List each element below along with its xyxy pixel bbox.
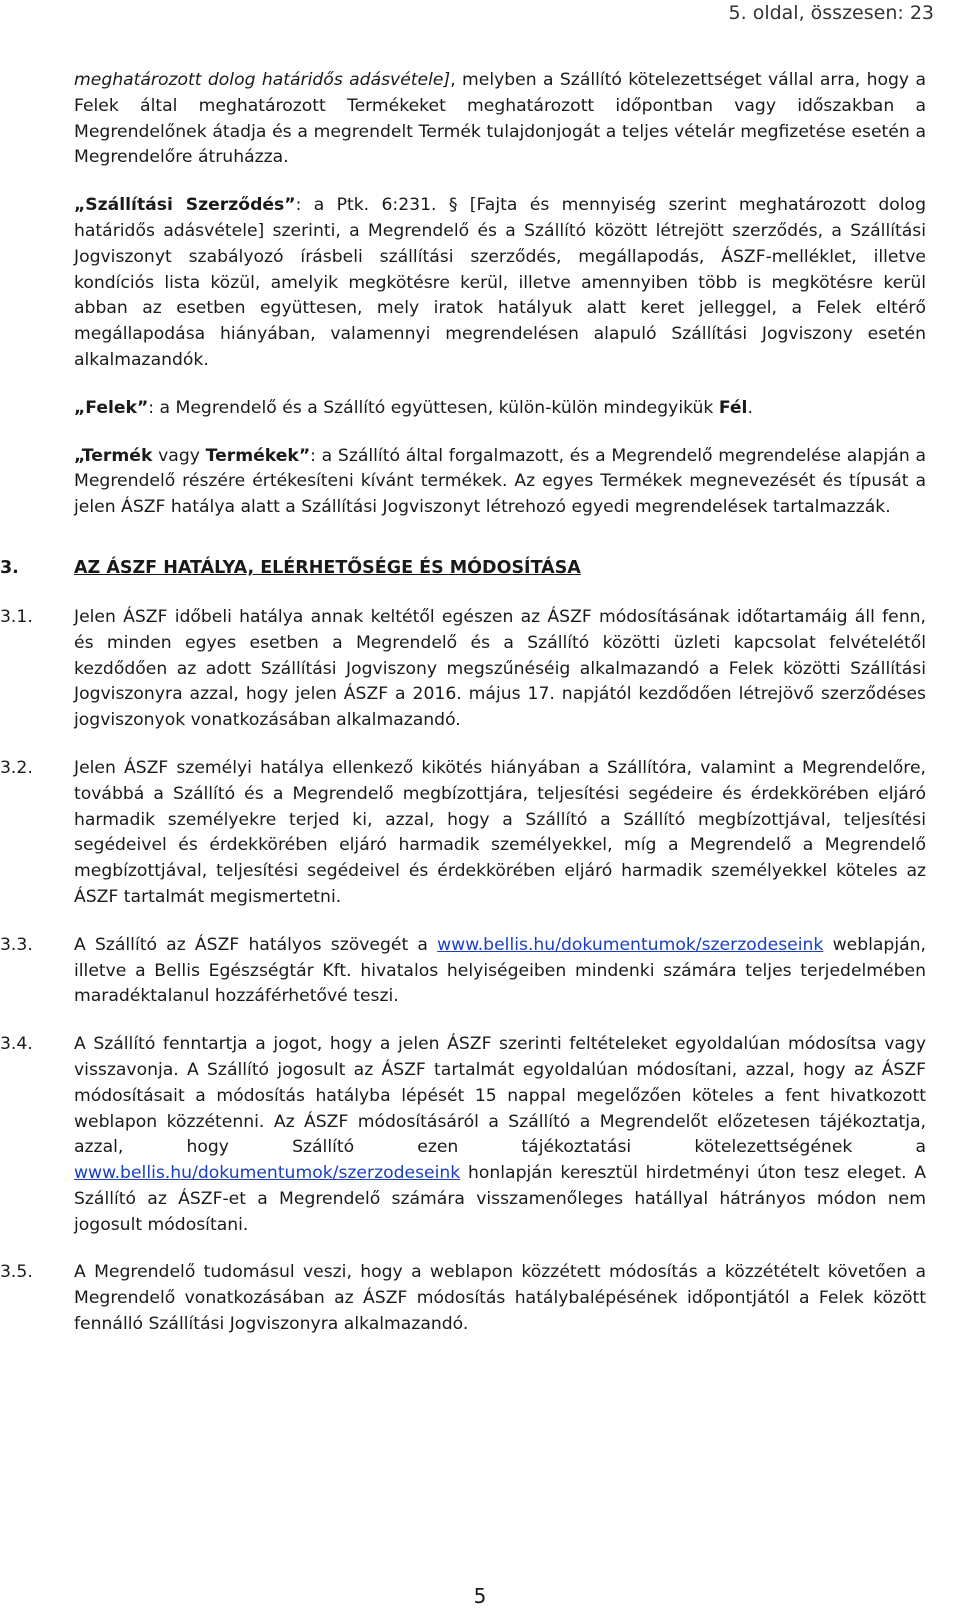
page-number: 5 (473, 1584, 487, 1608)
section-title: AZ ÁSZF HATÁLYA, ELÉRHETŐSÉGE ÉS MÓDOSÍTÁSA (74, 557, 581, 578)
definition-end: . (747, 397, 753, 418)
definition-term: „Felek” (74, 397, 149, 418)
definition-text: : a Szállító által forgalmazott, és a Megrendelő megrendelése alapján a Megrendelő részére értékesíteni kívánt termékek. Az egyes Termékek megnevezését és típusát a jelen ÁSZF hatálya alatt a Szállítási Jogviszonyt létrehozó egyedi megrendelések tartalmazzák. (74, 445, 926, 518)
clause-text: A Megrendelő tudomásul veszi, hogy a weblapon közzétett módosítás a közzétételt követően a Megrendelő vonatkozásában az ÁSZF módosítás hatálybalépésének időpontjától a Felek között fennálló Szállítási Jogviszonyra alkalmazandó. (74, 1262, 926, 1335)
clause-text-after: weblapján, illetve a Bellis Egészségtár Kft. hivatalos helyiségeiben mindenki számára teljes terjedelmében maradéktalanul hozzáférhetővé teszi. (74, 934, 926, 1007)
bellis-contracts-link[interactable]: www.bellis.hu/dokumentumok/szerzodeseink (74, 1163, 461, 1184)
intro-italic: meghatározott dolog határidős adásvétele] (74, 70, 451, 90)
bellis-contracts-link[interactable]: www.bellis.hu/dokumentumok/szerzodeseink (437, 934, 824, 955)
definition-term-fel: Fél (718, 397, 748, 418)
definition-term: „Termék (74, 445, 153, 466)
clause-number: 3.5. (0, 1262, 33, 1283)
clause-text: Jelen ÁSZF időbeli hatálya annak keltétől egészen az ÁSZF módosításának időtartamáig áll fenn, és minden egyes esetben a Megrendelő és a Szállító közötti üzleti kapcsolat felvételétől kezdődően az adott Szállítási Jogviszony megszűnéséig alkalmazandó a Felek közötti Szállítási Jogviszonyra azzal, hogy jelen ÁSZF a 2016. május 17. napjától kezdődően létrejövő szerződéses jogviszonyok vonatkozásában alkalmazandó. (74, 606, 926, 731)
clause-text-before: A Szállító fenntartja a jogot, hogy a jelen ÁSZF szerinti feltételeket egyoldalúan módosítsa vagy visszavonja. A Szállító jogosult az ÁSZF tartalmát egyoldalúan módosítani, azzal, hogy az ÁSZF módosításait a módosítás hatályba lépését 15 nappal megelőzően köteles a fent hivatkozott weblapon közzétenni. Az ÁSZF módosításáról a Szállító a Megrendelőt előzetesen tájékoztatja, azzal, hogy Szállító ezen tájékoztatási kötelezettségének a (74, 1034, 926, 1158)
definition-term-2: Termékek” (205, 445, 311, 466)
clause-3-3 (0, 933, 926, 1010)
clause-number: 3.4. (0, 1034, 33, 1055)
section-number: 3. (0, 557, 19, 578)
definition-text: : a Megrendelő és a Szállító együttesen, külön-külön mindegyikük (148, 397, 719, 418)
clause-text: Jelen ÁSZF személyi hatálya ellenkező kikötés hiányában a Szállítóra, valamint a Megrendelőre, továbbá a Szállító és a Megrendelő megbízottjára, teljesítési segédeire és érdekkörében eljáró harmadik személyekre terjed ki, azzal, hogy a Szállító a Szállító megbízottjával, teljesítési segédeivel és érdekkörében eljáró harmadik személyekkel, míg a Megrendelő a Megrendelő megbízottjával, teljesítési segédeivel és érdekkörében eljáró harmadik személyekkel köteles az ÁSZF tartalmát megismertetni. (74, 757, 926, 907)
intro-text: , melyben a Szállító kötelezettséget vállal arra, hogy a Felek által meghatározott Termékeket meghatározott időpontban vagy időszakban a Megrendelőnek átadja és a megrendelt Termék tulajdonjogát a teljes vételár megfizetése esetén a Megrendelőre átruházza. (74, 70, 926, 168)
clause-number: 3.2. (0, 757, 33, 778)
clause-number: 3.1. (0, 606, 33, 627)
clause-text-after: honlapján keresztül hirdetményi úton tesz eleget. A Szállító az ÁSZF-et a Megrendelő számára visszamenőleges hatállyal hátrányos módon nem jogosult módosítani. (74, 1163, 926, 1235)
definition-term: „Szállítási Szerződés” (74, 195, 296, 216)
definition-szallitasi-szerzodes (74, 193, 926, 374)
clause-3-4 (0, 1032, 926, 1238)
definition-termek (74, 444, 926, 521)
definition-text: : a Ptk. 6:231. § [Fajta és mennyiség szerint meghatározott dolog határidős adásvétele] szerinti, a Megrendelő és a Szállító között létrejött szerződés, a Szállítási Jogviszonyt szabályozó írásbeli szállítási szerződés, megállapodás, ÁSZF-melléklet, illetve kondíciós lista közül, amelyik megkötésre kerül, illetve amennyiben több is megkötésre kerül abban az esetben együttesen, mely iratok hatályuk alatt keret jelleggel, a Felek eltérő megállapodása hiányában, valamennyi megrendelésen alapuló Szállítási Jogviszony esetén alkalmazandók. (74, 195, 926, 370)
section-heading (0, 555, 926, 581)
intro-paragraph (74, 68, 926, 171)
definition-middle: vagy (152, 445, 206, 466)
clause-number: 3.3. (0, 934, 33, 955)
page-header: 5. oldal, összesen: 23 (728, 2, 934, 24)
clause-3-5 (0, 1260, 926, 1337)
clause-text-before: A Szállító az ÁSZF hatályos szövegét a (74, 934, 438, 955)
clause-3-2 (0, 756, 926, 911)
definition-felek (74, 396, 926, 422)
document-body (0, 68, 926, 1360)
clause-3-1 (0, 605, 926, 734)
